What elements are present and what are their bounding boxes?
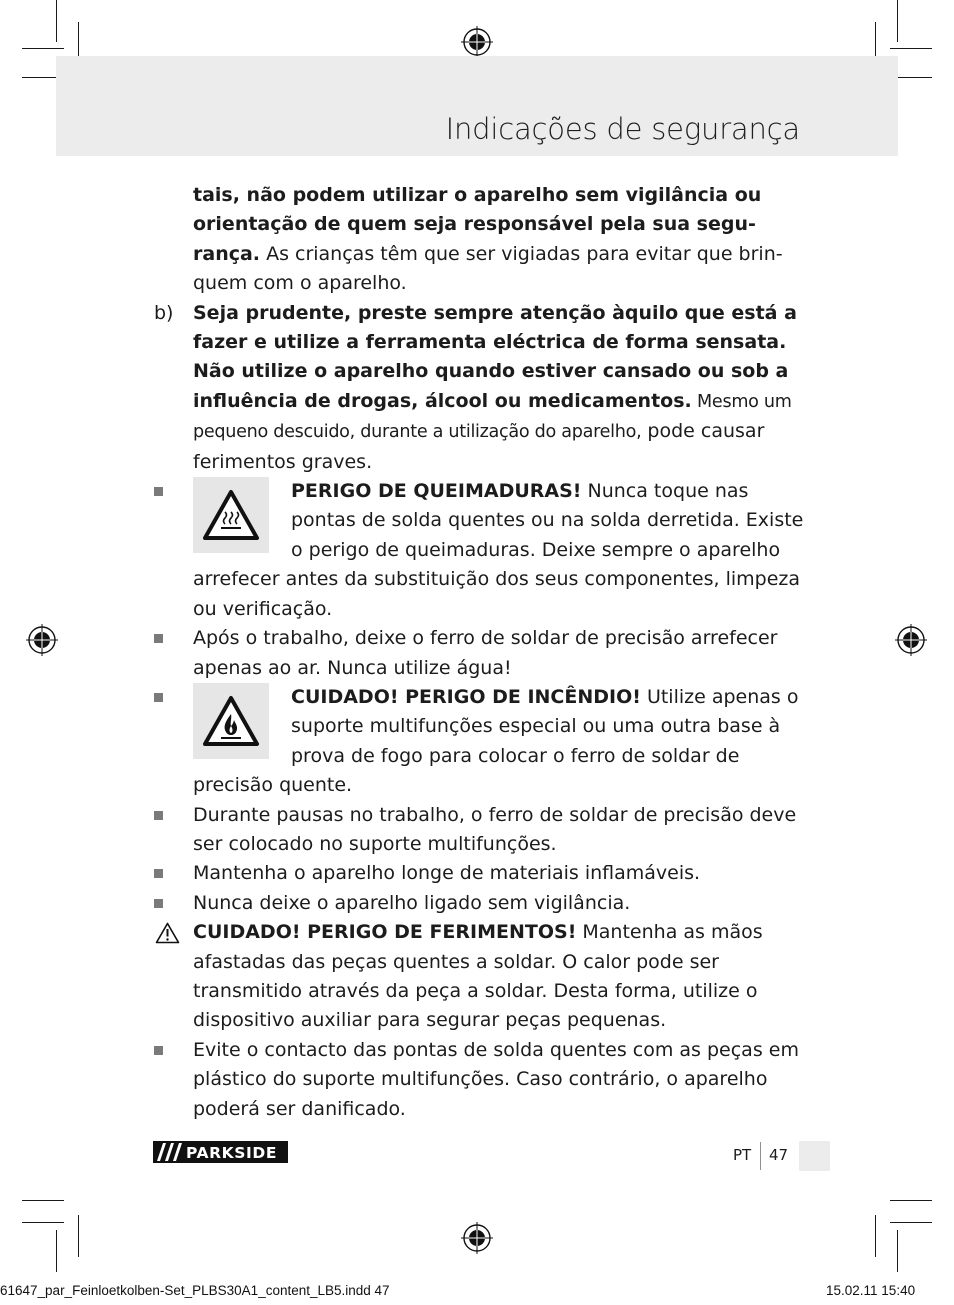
body-text: Utilize apenas o suporte multifunções especial ou uma outra base à prova de fogo para colocar o ferro de soldar de precisão quente.	[193, 685, 799, 797]
body-text: Nunca deixe o aparelho ligado sem vigilância.	[193, 891, 631, 914]
crop-mark	[875, 1215, 876, 1257]
bold-text: Seja prudente, preste sempre atenção àquilo que está a fazer e utilize a ferramenta eléctrica de forma sensata. Não utilize o aparelho quando estiver cansado ou sob a influência de drogas, álcool ou medicamentos.	[193, 301, 797, 412]
hot-surface-warning-icon	[201, 488, 261, 542]
body-text: Mantenha o aparelho longe de materiais inflamáveis.	[193, 862, 701, 885]
language-code: PT	[733, 1146, 752, 1164]
crop-mark	[897, 1230, 898, 1272]
brand-name: PARKSIDE	[186, 1144, 278, 1162]
crop-mark	[890, 1200, 932, 1201]
page-title: Indicações de segurança	[445, 112, 800, 146]
bold-text: tais, não podem utilizar o aparelho sem vigilância ou orientação de quem seja responsável pela sua segurança.	[193, 184, 762, 265]
print-slug-date: 15.02.11 15:40	[826, 1283, 916, 1298]
bullet-icon	[154, 634, 163, 643]
crop-mark	[22, 1222, 64, 1223]
pictogram-box	[193, 683, 269, 759]
paragraph-continuation	[150, 181, 810, 299]
bullet-flammable	[150, 859, 810, 888]
crop-mark	[22, 1200, 64, 1201]
safety-instructions	[150, 181, 810, 1124]
footer-divider	[760, 1142, 761, 1170]
footer-tab	[799, 1141, 830, 1171]
paragraph-b	[150, 299, 810, 477]
bullet-fire-hazard	[150, 683, 810, 801]
crop-mark	[897, 0, 898, 42]
warning-triangle-icon	[155, 922, 180, 944]
body-text: As crianças têm que ser vigiadas para evitar que brinquem com o aparelho.	[193, 242, 783, 295]
bullet-unattended	[150, 889, 810, 918]
body-text: Evite o contacto das pontas de solda quentes com as peças em plástico do suporte multifunções. Caso contrário, o aparelho poderá ser danificado.	[193, 1038, 799, 1120]
bullet-icon	[154, 899, 163, 908]
crop-mark	[56, 1230, 57, 1272]
bullet-icon	[154, 811, 163, 820]
body-text: Durante pausas no trabalho, o ferro de soldar de precisão deve ser colocado no suporte multifunções.	[193, 803, 797, 855]
bullet-plastic	[150, 1036, 810, 1124]
crop-mark	[78, 1215, 79, 1257]
crop-mark	[22, 48, 64, 49]
bold-text: PERIGO DE QUEIMADURAS!	[291, 480, 582, 503]
warning-injury	[150, 918, 810, 1036]
page-number: 47	[769, 1146, 789, 1164]
bullet-burn-hazard	[150, 477, 810, 624]
registration-mark-icon	[461, 1222, 493, 1254]
registration-mark-icon	[26, 624, 58, 656]
registration-mark-icon	[461, 26, 493, 58]
crop-mark	[56, 0, 57, 42]
print-slug-file: 61647_par_Feinloetkolben-Set_PLBS30A1_content_LB5.indd 47	[0, 1283, 390, 1298]
bold-text: CUIDADO! PERIGO DE INCÊNDIO!	[291, 685, 641, 708]
crop-mark	[890, 48, 932, 49]
body-text: Mesmo um pequeno descuido, durante a utilização do aparelho,	[193, 391, 792, 443]
bullet-icon	[154, 487, 163, 496]
body-text: Após o trabalho, deixe o ferro de soldar de precisão arrefecer apenas ao ar. Nunca utilize água!	[193, 627, 778, 679]
bullet-icon	[154, 869, 163, 878]
registration-mark-icon	[895, 624, 927, 656]
body-text: pode causar ferimentos graves.	[193, 420, 765, 473]
pictogram-box	[193, 477, 269, 553]
bullet-icon	[154, 693, 163, 702]
bullet-cooling	[150, 624, 810, 683]
bold-text: CUIDADO! PERIGO DE FERIMENTOS!	[193, 921, 577, 944]
crop-mark	[890, 1222, 932, 1223]
body-text: Nunca toque nas pontas de solda quentes ou na solda derretida. Existe o perigo de queimaduras. Deixe sempre o aparelho arrefecer antes da substituição dos seus componentes, limpeza ou verificação.	[193, 480, 804, 620]
list-marker: b)	[154, 301, 174, 324]
fire-warning-icon	[201, 694, 261, 748]
body-text: Mantenha as mãos afastadas das peças quentes a soldar. O calor pode ser transmitido através da peça a soldar. Desta forma, utilize o dispositivo auxiliar para segurar peças pequenas.	[193, 921, 763, 1032]
parkside-logo	[153, 1141, 288, 1163]
bullet-pauses	[150, 801, 810, 860]
bullet-icon	[154, 1046, 163, 1055]
